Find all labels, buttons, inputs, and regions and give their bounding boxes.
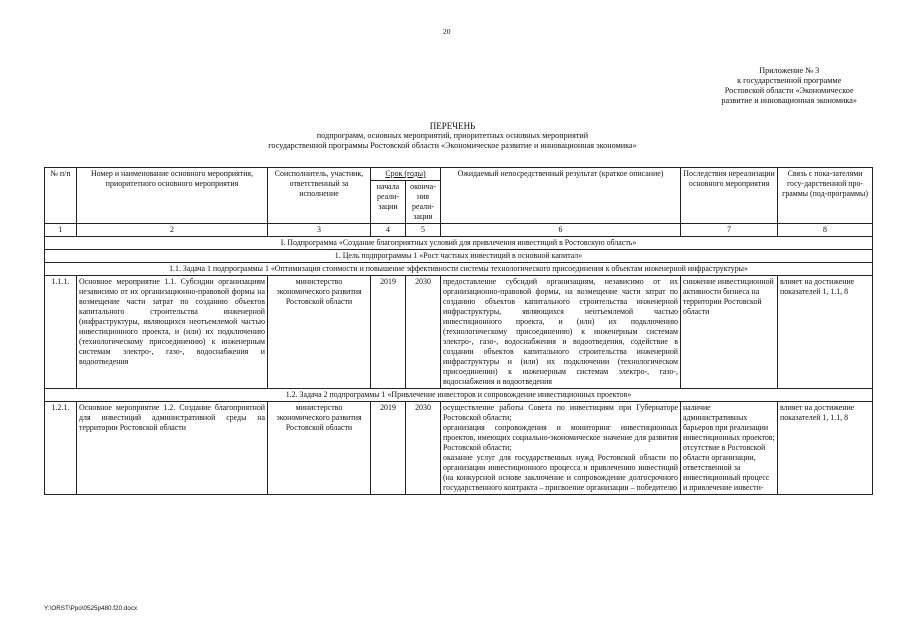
column-number-row — [45, 224, 873, 237]
col-number: 1 — [45, 224, 77, 237]
row-link: влияет на достижение показателей 1, 1.1, 8 — [778, 276, 873, 389]
events-table — [44, 167, 873, 495]
row-start: 2019 — [371, 402, 406, 495]
header-term: Срок (годы) — [371, 168, 441, 181]
table-row — [45, 402, 873, 495]
result-paragraph: оказание услуг для государственных нужд Ростовской области по организации инвестиционного процесса и привлечению инвестиций (на конкурсной основе заключение и сопровождение долгосрочного государственного контракта – присвоение организации – победителю — [443, 453, 679, 492]
col-number: 6 — [441, 224, 681, 237]
header-num: № п/п — [45, 168, 77, 224]
row-name: Основное мероприятие 1.1. Субсидии организациям независимо от их организационно-правовой формы на возмещение части затрат по созданию объектов капитального строительства инженерной (инфраструктуры, являющихся неотъемлемой частью инвестиционного проекта, и (или) их подключению (технологическому присоединению) к инженерным системам электро-, газо-, водоснабжения и водоотведения — [77, 276, 268, 389]
row-result — [441, 402, 681, 495]
document-subtitle-1: подпрограмм, основных мероприятий, приоритетных основных мероприятий — [316, 131, 589, 140]
result-paragraph: осуществление работы Совета по инвестициям при Губернаторе Ростовской области; — [443, 403, 679, 422]
task-title: 1.1. Задача 1 подпрограммы 1 «Оптимизация стоимости и повышение эффективности системы технологического присоединения к объектам инженерной инфраструктуры» — [45, 263, 873, 276]
task-row — [45, 389, 873, 402]
row-consequences: наличие административных барьеров при реализации инвестиционных проектов; отсутствие в Ростовской области организации, ответственной за инвестиционный процесс и привлечение инвести- — [681, 402, 778, 495]
annex-line-3: Ростовской области «Экономическое — [724, 86, 854, 95]
title-block — [0, 121, 905, 151]
document-title: ПЕРЕЧЕНЬ — [429, 121, 476, 131]
row-result: предоставление субсидий организациям, независимо от их организационно-правовой формы, на возмещение части затрат по созданию объектов капитального строительства инженерной инфраструктуры, являющихся неотъемлемой частью инвестиционного проекта, и (или) их подключению (технологическому присоединению) к инженерным системам электро-, газо-, водоснабжения и водоотведения, содействие в создании объектов капитального строительства инженерной инфраструктуры и (или) их подключении (технологическом присоединении) к инженерным системам электро-, газо-, водоснабжения и водоотведения — [441, 276, 681, 389]
row-link: влияет на достижение показателей 1, 1.1, 8 — [778, 402, 873, 495]
annex-line-4: развитие и инновационная экономика» — [721, 96, 857, 105]
col-number: 3 — [268, 224, 371, 237]
header-start: начала реали-зации — [371, 181, 406, 224]
annex-block — [721, 66, 857, 106]
goal-row — [45, 250, 873, 263]
row-executor: министерство экономического развития Ростовской области — [268, 276, 371, 389]
header-name: Номер и наименование основного мероприятия, приоритетного основного мероприятия — [77, 168, 268, 224]
col-number: 2 — [77, 224, 268, 237]
footer-path: Y:\ORST\Ppo\0525p480.f20.docx — [44, 605, 138, 612]
page-number: 20 — [443, 27, 451, 36]
col-number: 5 — [406, 224, 441, 237]
goal-title: 1. Цель подпрограммы 1 «Рост частных инвестиций в основной капитал» — [45, 250, 873, 263]
col-number: 8 — [778, 224, 873, 237]
row-end: 2030 — [406, 276, 441, 389]
annex-line-1: Приложение № 3 — [759, 66, 820, 75]
task-title: 1.2. Задача 2 подпрограммы 1 «Привлечение инвесторов и сопровождение инвестиционных проектов» — [45, 389, 873, 402]
row-consequences: снижение инвестиционной активности бизнеса на территории Ростовской области — [681, 276, 778, 389]
row-number: 1.1.1. — [45, 276, 77, 389]
header-link: Связь с пока-зателями госу-дарственной про-граммы (под-программы) — [778, 168, 873, 224]
col-number: 4 — [371, 224, 406, 237]
table-row — [45, 276, 873, 389]
task-row — [45, 263, 873, 276]
header-result: Ожидаемый непосредственный результат (краткое описание) — [441, 168, 681, 224]
row-start: 2019 — [371, 276, 406, 389]
annex-line-2: к государственной программе — [737, 76, 842, 85]
header-row — [45, 168, 873, 181]
row-number: 1.2.1. — [45, 402, 77, 495]
row-end: 2030 — [406, 402, 441, 495]
subprogram-title: I. Подпрограмма «Создание благоприятных условий для привлечения инвестиций в Ростовскую область» — [45, 237, 873, 250]
document-subtitle-2: государственной программы Ростовской области «Экономическое развитие и инновационная экономика» — [268, 141, 637, 150]
header-consequences: Последствия нереализации основного мероприятия — [681, 168, 778, 224]
header-end: оконча-ния реали-зации — [406, 181, 441, 224]
row-name: Основное мероприятие 1.2. Создание благоприятной для инвестиций административной среды на территории Ростовской области — [77, 402, 268, 495]
subprogram-row — [45, 237, 873, 250]
result-paragraph: организация сопровождения и мониторинг инвестиционных проектов, имеющих социально-экономическое значение для развития Ростовской области; — [443, 423, 679, 452]
col-number: 7 — [681, 224, 778, 237]
row-executor: министерство экономического развития Ростовской области — [268, 402, 371, 495]
header-executor: Соисполнитель, участник, ответственный за исполнение — [268, 168, 371, 224]
